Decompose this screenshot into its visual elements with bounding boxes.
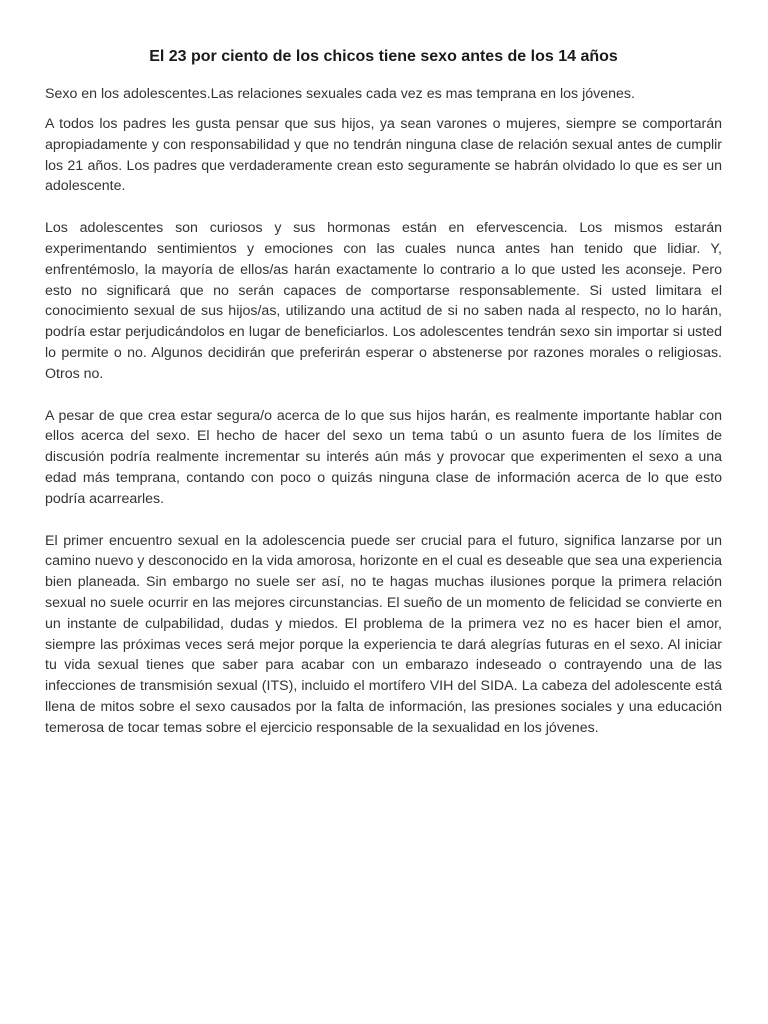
document-title: El 23 por ciento de los chicos tiene sexo antes de los 14 años xyxy=(149,48,618,65)
paragraph-spacer xyxy=(45,510,722,531)
paragraph-spacer xyxy=(45,385,722,406)
body-paragraph-4: El primer encuentro sexual en la adolescencia puede ser crucial para el futuro, significa lanzarse por un camino nuevo y desconocido en la vida amorosa, horizonte en el cual es deseable que sea una experiencia bien planeada. Sin embargo no suele ser así, no te hagas muchas ilusiones porque la primera relación sexual no suele ocurrir en las mejores circunstancias. El sueño de un momento de felicidad se convierte en un instante de culpabilidad, dudas y miedos. El problema de la primera vez no es hacer bien el amor, siempre las próximas veces será mejor porque la experiencia te dará alegrías futuras en el sexo. Al iniciar tu vida sexual tienes que saber para acabar con un embarazo indeseado o contrayendo una de las infecciones de transmisión sexual (ITS), incluido el mortífero VIH del SIDA. La cabeza del adolescente está llena de mitos sobre el sexo causados por la falta de información, las presiones sociales y una educación temerosa de tocar temas sobre el ejercicio responsable de la sexualidad en los jóvenes. xyxy=(45,532,722,736)
body-paragraph-2: Los adolescentes son curiosos y sus hormonas están en efervescencia. Los mismos estarán experimentando sentimientos y emociones con las cuales nunca antes han tenido que lidiar. Y, enfrentémoslo, la mayoría de ellos/as harán exactamente lo contrario a lo que usted les aconseje. Pero esto no significará que no serán capaces de comportarse responsablemente. Si usted limitara el conocimiento sexual de sus hijos/as, utilizando una actitud de si no saben nada al respecto, no lo harán, podría estar perjudicándolos en lugar de beneficiarlos. Los adolescentes tendrán sexo sin importar si usted lo permite o no. Algunos decidirán que preferirán esperar o abstenerse por razones morales o religiosas. Otros no. xyxy=(45,220,722,382)
body-paragraph-3: A pesar de que crea estar segura/o acerca de lo que sus hijos harán, es realmente importante hablar con ellos acerca del sexo. El hecho de hacer del sexo un tema tabú o un asunto fuera de los límites de discusión podría realmente incrementar su interés aún más y provocar que experimenten el sexo a una edad más temprana, contando con poco o quizás ninguna clase de información acerca de lo que esto podría acarrearles. xyxy=(45,407,722,507)
body-paragraph-1: A todos los padres les gusta pensar que sus hijos, ya sean varones o mujeres, siempre se comportarán apropiadamente y con responsabilidad y que no tendrán ninguna clase de relación sexual antes de cumplir los 21 años. Los padres que verdaderamente crean esto seguramente se habrán olvidado lo que es ser un adolescente. xyxy=(45,116,722,195)
paragraph-spacer xyxy=(45,197,722,218)
lead-paragraph: Sexo en los adolescentes.Las relaciones sexuales cada vez es mas temprana en los jóvenes. xyxy=(45,86,635,102)
document-page xyxy=(45,42,722,739)
